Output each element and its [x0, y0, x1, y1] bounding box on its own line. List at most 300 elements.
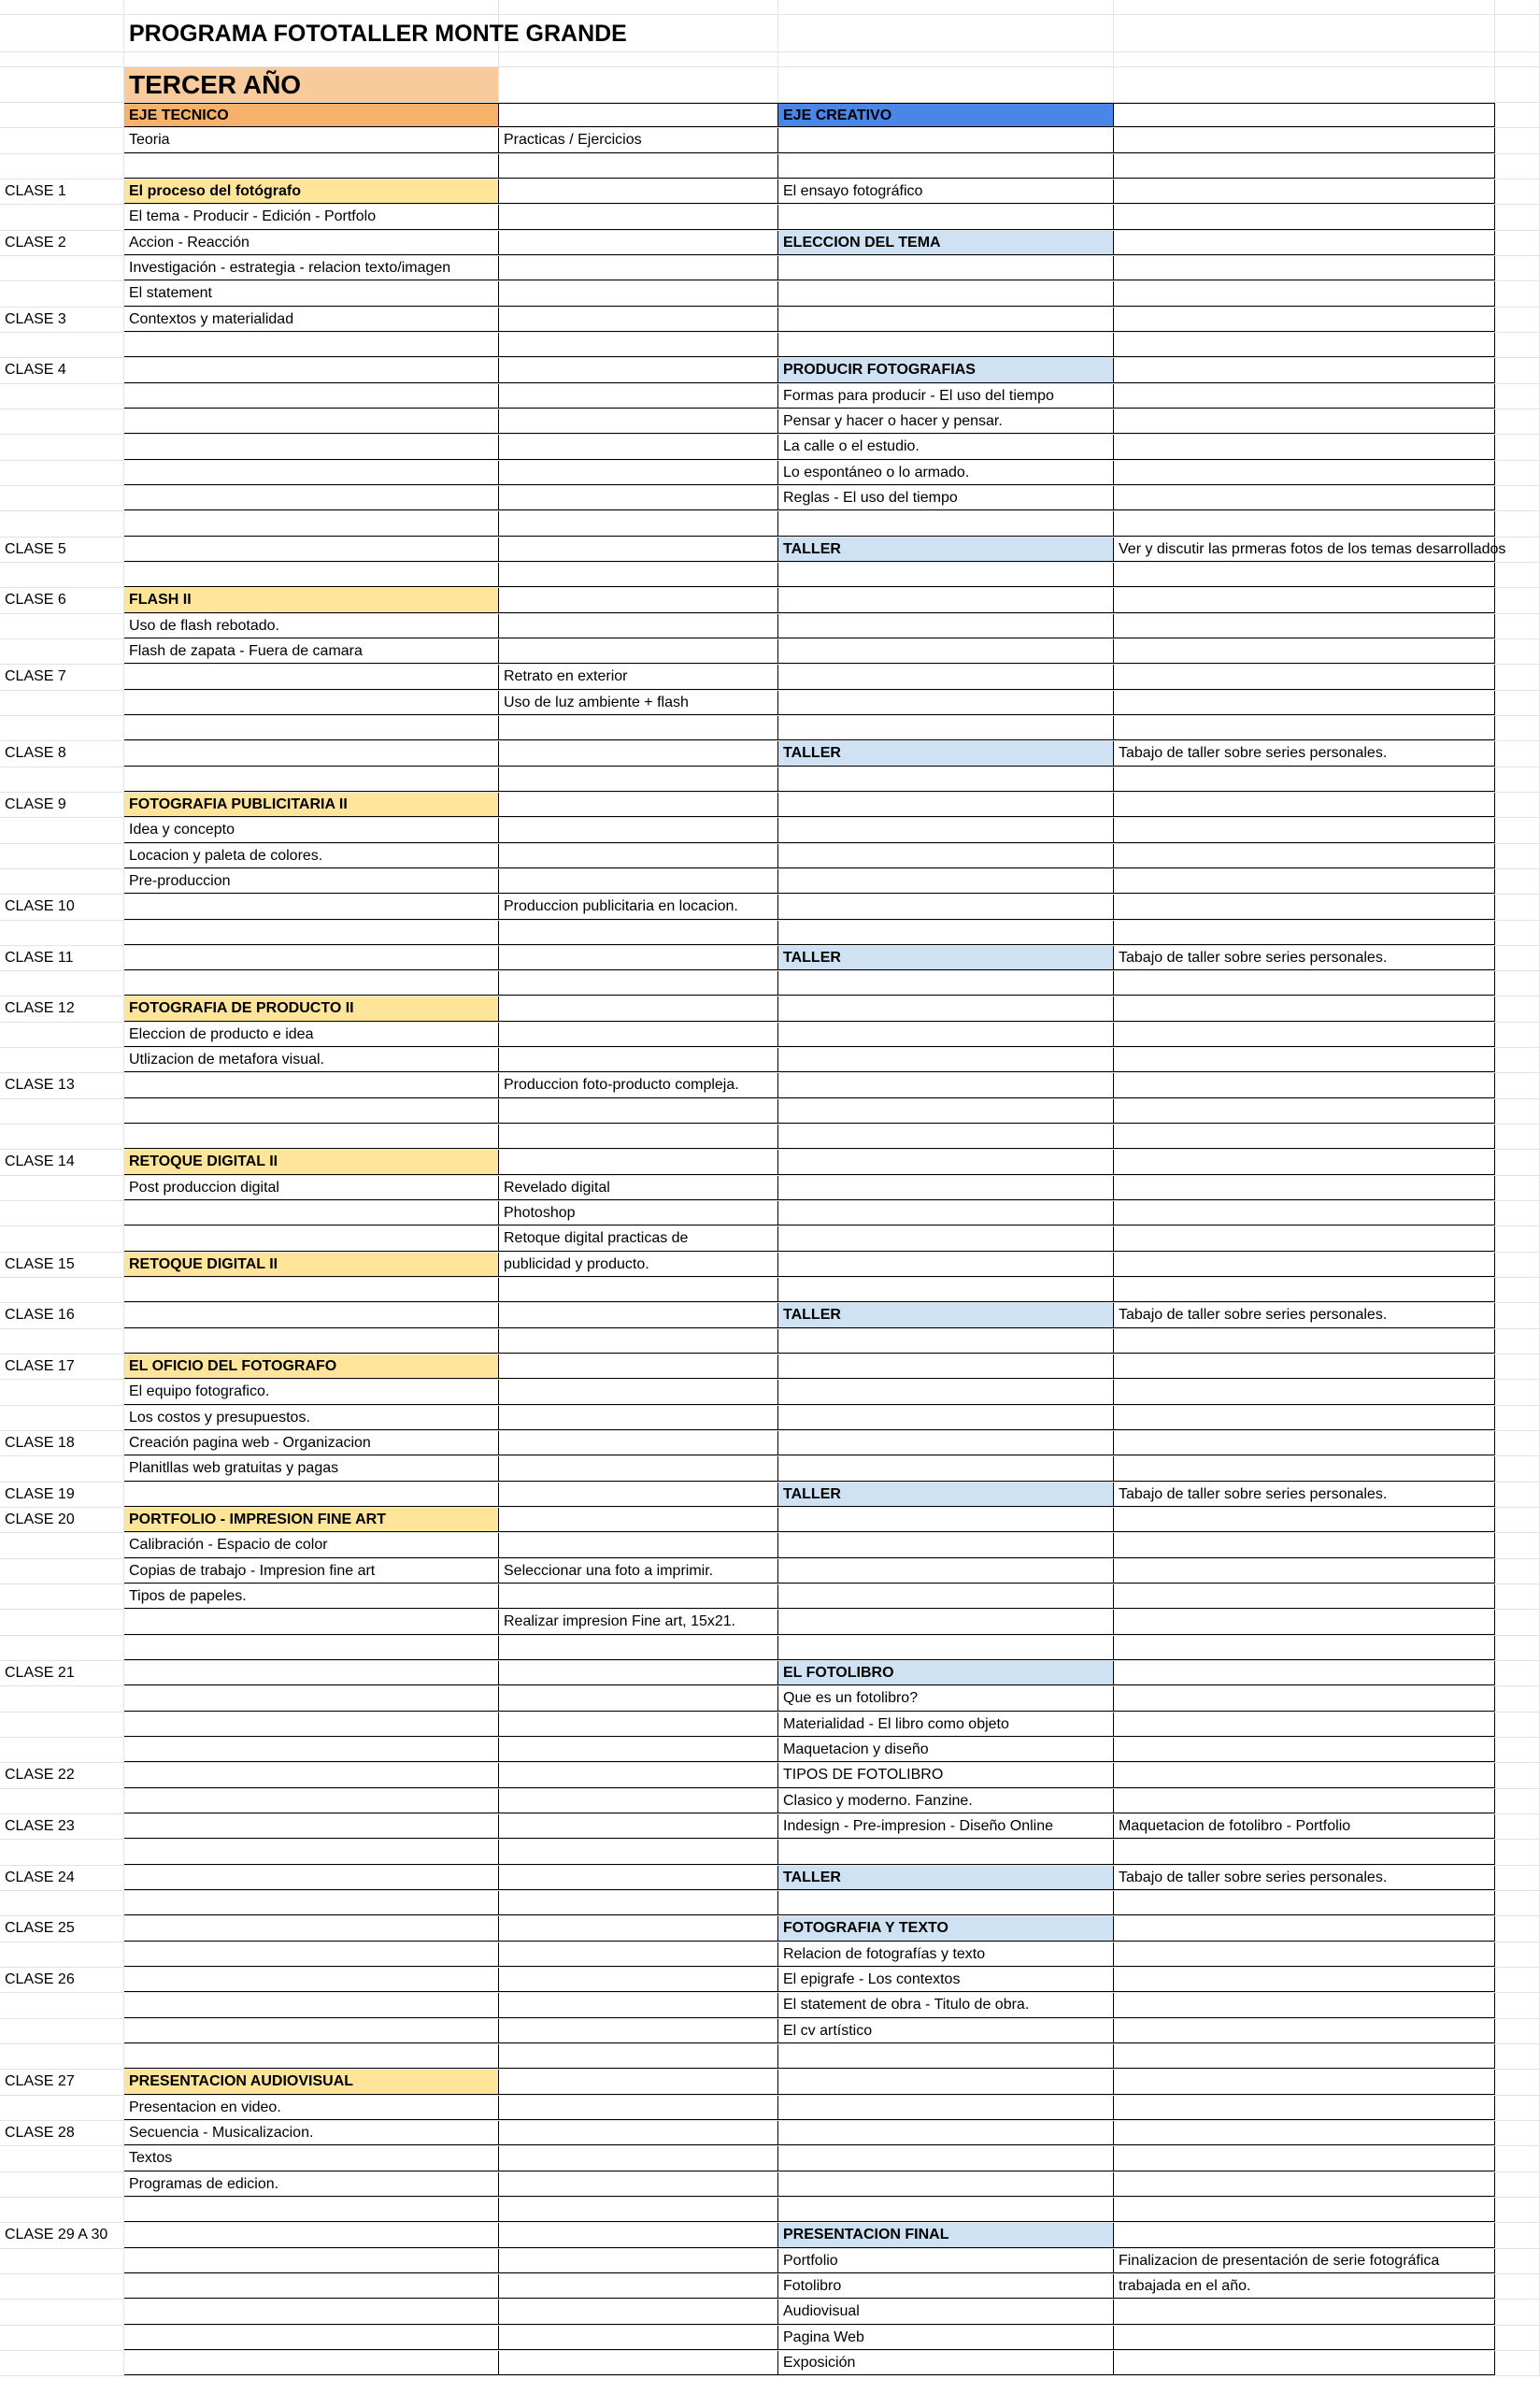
eje-creativo-cell[interactable] — [778, 1610, 1114, 1634]
teoria-cell[interactable]: Eleccion de producto e idea — [124, 1023, 499, 1047]
eje-creativo-cell[interactable] — [778, 1226, 1114, 1251]
eje-creativo-cell[interactable] — [778, 563, 1114, 587]
eje-creativo-cell[interactable] — [778, 2172, 1114, 2197]
practica-cell[interactable]: Revelado digital — [499, 1176, 778, 1200]
teoria-cell[interactable] — [124, 1099, 499, 1124]
practica-cell[interactable]: Realizar impresion Fine art, 15x21. — [499, 1610, 778, 1634]
practica-cell[interactable] — [499, 461, 778, 485]
class-label-cell[interactable] — [0, 1686, 124, 1711]
practica-cell[interactable] — [499, 1814, 778, 1839]
notes-cell[interactable] — [1114, 384, 1495, 408]
practica-cell[interactable] — [499, 2172, 778, 2197]
practica-cell[interactable] — [499, 2223, 778, 2247]
eje-creativo-cell[interactable] — [778, 1099, 1114, 1124]
eje-creativo-cell[interactable]: Formas para producir - El uso del tiempo — [778, 384, 1114, 408]
notes-cell[interactable] — [1114, 1584, 1495, 1609]
notes-cell[interactable] — [1114, 2121, 1495, 2145]
notes-cell[interactable] — [1114, 1508, 1495, 1532]
teoria-cell[interactable] — [124, 2300, 499, 2324]
teoria-cell[interactable]: Accion - Reacción — [124, 231, 499, 255]
notes-cell[interactable]: trabajada en el año. — [1114, 2274, 1495, 2299]
eje-creativo-cell[interactable] — [778, 2121, 1114, 2145]
eje-creativo-cell[interactable]: Pagina Web — [778, 2326, 1114, 2350]
notes-cell[interactable] — [1114, 1968, 1495, 1992]
notes-cell[interactable] — [1114, 1738, 1495, 1762]
practica-cell[interactable] — [499, 1661, 778, 1685]
practica-cell[interactable]: Retrato en exterior — [499, 665, 778, 689]
practica-cell[interactable] — [499, 971, 778, 996]
teoria-cell[interactable] — [124, 1303, 499, 1327]
practica-cell[interactable] — [499, 767, 778, 792]
notes-cell[interactable] — [1114, 2146, 1495, 2171]
class-label-cell[interactable]: CLASE 24 — [0, 1866, 124, 1890]
notes-cell[interactable] — [1114, 1686, 1495, 1711]
eje-creativo-cell[interactable]: Lo espontáneo o lo armado. — [778, 461, 1114, 485]
class-label-cell[interactable] — [0, 1533, 124, 1557]
notes-cell[interactable] — [1114, 1431, 1495, 1455]
practica-cell[interactable] — [499, 333, 778, 357]
notes-cell[interactable]: Tabajo de taller sobre series personales. — [1114, 741, 1495, 766]
class-label-cell[interactable] — [0, 921, 124, 945]
teoria-cell[interactable] — [124, 409, 499, 434]
teoria-cell[interactable] — [124, 741, 499, 766]
class-label-cell[interactable]: CLASE 28 — [0, 2121, 124, 2145]
practica-cell[interactable] — [499, 308, 778, 332]
class-label-cell[interactable] — [0, 1456, 124, 1481]
practica-cell[interactable] — [499, 1278, 778, 1302]
practica-cell[interactable] — [499, 2096, 778, 2120]
teoria-cell[interactable] — [124, 2274, 499, 2299]
class-label-cell[interactable]: CLASE 23 — [0, 1814, 124, 1839]
practica-cell[interactable] — [499, 435, 778, 459]
practica-cell[interactable] — [499, 1406, 778, 1430]
practica-cell[interactable] — [499, 1636, 778, 1660]
teoria-cell[interactable]: Copias de trabajo - Impresion fine art — [124, 1559, 499, 1583]
class-label-cell[interactable]: CLASE 9 — [0, 793, 124, 817]
teoria-cell[interactable]: El equipo fotografico. — [124, 1380, 499, 1404]
eje-creativo-cell[interactable] — [778, 2096, 1114, 2120]
teoria-cell[interactable] — [124, 461, 499, 485]
teoria-cell[interactable]: Contextos y materialidad — [124, 308, 499, 332]
practica-cell[interactable] — [499, 231, 778, 255]
eje-creativo-header[interactable]: EJE CREATIVO — [778, 103, 1114, 127]
eje-creativo-cell[interactable] — [778, 921, 1114, 945]
notes-cell[interactable] — [1114, 1073, 1495, 1097]
eje-creativo-cell[interactable] — [778, 2198, 1114, 2222]
notes-cell[interactable] — [1114, 2096, 1495, 2120]
notes-cell[interactable] — [1114, 1763, 1495, 1787]
class-label-cell[interactable] — [0, 1329, 124, 1354]
eje-creativo-cell[interactable] — [778, 1891, 1114, 1915]
notes-cell[interactable] — [1114, 2172, 1495, 2197]
eje-creativo-cell[interactable]: Pensar y hacer o hacer y pensar. — [778, 409, 1114, 434]
eje-creativo-cell[interactable] — [778, 1559, 1114, 1583]
notes-cell[interactable] — [1114, 154, 1495, 179]
class-label-cell[interactable]: CLASE 26 — [0, 1968, 124, 1992]
class-label-cell[interactable] — [0, 2249, 124, 2273]
notes-cell[interactable] — [1114, 895, 1495, 919]
eje-creativo-cell[interactable]: ELECCION DEL TEMA — [778, 231, 1114, 255]
notes-cell[interactable] — [1114, 2326, 1495, 2350]
practica-cell[interactable] — [499, 2121, 778, 2145]
practica-cell[interactable] — [499, 409, 778, 434]
eje-creativo-cell[interactable] — [778, 767, 1114, 792]
teoria-cell[interactable]: Locacion y paleta de colores. — [124, 844, 499, 868]
notes-cell[interactable] — [1114, 1354, 1495, 1379]
class-label-cell[interactable] — [0, 767, 124, 792]
notes-cell[interactable] — [1114, 511, 1495, 536]
eje-creativo-cell[interactable] — [778, 869, 1114, 894]
practica-cell[interactable] — [499, 281, 778, 306]
eje-creativo-cell[interactable]: Audiovisual — [778, 2300, 1114, 2324]
class-label-cell[interactable] — [0, 1380, 124, 1404]
practica-cell[interactable] — [499, 486, 778, 510]
practica-cell[interactable] — [499, 869, 778, 894]
notes-cell[interactable] — [1114, 1533, 1495, 1557]
notes-cell[interactable] — [1114, 1226, 1495, 1251]
notes-cell[interactable] — [1114, 844, 1495, 868]
practica-cell[interactable] — [499, 358, 778, 382]
practica-cell[interactable] — [499, 2070, 778, 2094]
eje-creativo-cell[interactable]: El epigrafe - Los contextos — [778, 1968, 1114, 1992]
class-label-cell[interactable] — [0, 205, 124, 229]
eje-creativo-cell[interactable]: TALLER — [778, 1303, 1114, 1327]
practica-cell[interactable] — [499, 1968, 778, 1992]
notes-cell[interactable] — [1114, 486, 1495, 510]
class-label-cell[interactable] — [0, 844, 124, 868]
class-label-cell[interactable]: CLASE 27 — [0, 2070, 124, 2094]
eje-creativo-cell[interactable] — [778, 2146, 1114, 2171]
practica-cell[interactable] — [499, 1738, 778, 1762]
teoria-cell[interactable] — [124, 537, 499, 562]
class-label-cell[interactable] — [0, 1789, 124, 1813]
practica-cell[interactable] — [499, 639, 778, 664]
notes-cell[interactable] — [1114, 2044, 1495, 2069]
class-label-cell[interactable]: CLASE 25 — [0, 1916, 124, 1941]
teoria-cell[interactable] — [124, 1073, 499, 1097]
practica-cell[interactable]: Photoshop — [499, 1201, 778, 1225]
teoria-cell[interactable] — [124, 946, 499, 970]
teoria-cell[interactable] — [124, 154, 499, 179]
eje-creativo-cell[interactable] — [778, 1125, 1114, 1149]
eje-creativo-cell[interactable]: Maquetacion y diseño — [778, 1738, 1114, 1762]
notes-cell[interactable] — [1114, 435, 1495, 459]
notes-cell[interactable] — [1114, 1891, 1495, 1915]
practica-cell[interactable] — [499, 1354, 778, 1379]
practica-cell[interactable] — [499, 2326, 778, 2350]
teoria-cell[interactable] — [124, 1483, 499, 1507]
teoria-cell[interactable] — [124, 1891, 499, 1915]
notes-cell[interactable] — [1114, 1125, 1495, 1149]
notes-cell[interactable] — [1114, 767, 1495, 792]
notes-cell[interactable] — [1114, 716, 1495, 740]
teoria-cell[interactable] — [124, 1201, 499, 1225]
notes-cell[interactable] — [1114, 1840, 1495, 1864]
practica-cell[interactable] — [499, 511, 778, 536]
eje-creativo-cell[interactable] — [778, 1636, 1114, 1660]
notes-cell[interactable] — [1114, 358, 1495, 382]
notes-cell[interactable] — [1114, 1176, 1495, 1200]
teoria-cell[interactable]: El tema - Producir - Edición - Portfolo — [124, 205, 499, 229]
eje-creativo-cell[interactable] — [778, 996, 1114, 1021]
eje-creativo-cell[interactable] — [778, 1023, 1114, 1047]
notes-cell[interactable] — [1114, 818, 1495, 842]
practica-cell[interactable] — [499, 996, 778, 1021]
class-label-cell[interactable] — [0, 154, 124, 179]
notes-cell[interactable]: Tabajo de taller sobre series personales. — [1114, 1483, 1495, 1507]
eje-creativo-cell[interactable]: TALLER — [778, 1866, 1114, 1890]
class-label-cell[interactable]: CLASE 18 — [0, 1431, 124, 1455]
practica-cell[interactable] — [499, 1150, 778, 1174]
class-label-cell[interactable] — [0, 818, 124, 842]
notes-cell[interactable] — [1114, 461, 1495, 485]
practica-cell[interactable] — [499, 1840, 778, 1864]
teoria-cell[interactable] — [124, 2044, 499, 2069]
class-label-cell[interactable] — [0, 1176, 124, 1200]
practica-cell[interactable] — [499, 1456, 778, 1481]
notes-cell[interactable]: Tabajo de taller sobre series personales. — [1114, 1866, 1495, 1890]
teoria-cell[interactable] — [124, 1125, 499, 1149]
class-label-cell[interactable] — [0, 2044, 124, 2069]
notes-cell[interactable] — [1114, 1023, 1495, 1047]
notes-cell[interactable] — [1114, 1916, 1495, 1941]
eje-creativo-cell[interactable]: Materialidad - El libro como objeto — [778, 1712, 1114, 1737]
practica-cell[interactable] — [499, 1584, 778, 1609]
practica-cell[interactable] — [499, 384, 778, 408]
teoria-cell[interactable] — [124, 1636, 499, 1660]
eje-creativo-cell[interactable] — [778, 844, 1114, 868]
practica-cell[interactable] — [499, 2300, 778, 2324]
class-label-cell[interactable] — [0, 461, 124, 485]
teoria-cell[interactable] — [124, 1738, 499, 1762]
teoria-cell[interactable]: Secuencia - Musicalizacion. — [124, 2121, 499, 2145]
eje-creativo-cell[interactable] — [778, 1329, 1114, 1354]
notes-cell[interactable] — [1114, 665, 1495, 689]
notes-cell[interactable] — [1114, 1201, 1495, 1225]
eje-creativo-cell[interactable]: Reglas - El uso del tiempo — [778, 486, 1114, 510]
notes-cell[interactable] — [1114, 1150, 1495, 1174]
eje-creativo-cell[interactable] — [778, 154, 1114, 179]
notes-cell[interactable] — [1114, 1329, 1495, 1354]
class-label-cell[interactable] — [0, 1201, 124, 1225]
eje-creativo-cell[interactable]: La calle o el estudio. — [778, 435, 1114, 459]
eje-creativo-cell[interactable] — [778, 691, 1114, 715]
notes-cell[interactable] — [1114, 256, 1495, 280]
teoria-cell[interactable] — [124, 2019, 499, 2043]
class-label-cell[interactable]: CLASE 10 — [0, 895, 124, 919]
practica-cell[interactable] — [499, 2351, 778, 2375]
teoria-cell[interactable] — [124, 1329, 499, 1354]
class-label-cell[interactable] — [0, 2351, 124, 2375]
class-label-cell[interactable] — [0, 1048, 124, 1072]
notes-cell[interactable]: Maquetacion de fotolibro - Portfolio — [1114, 1814, 1495, 1839]
eje-creativo-cell[interactable] — [778, 1278, 1114, 1302]
practica-cell[interactable] — [499, 1942, 778, 1967]
eje-creativo-cell[interactable] — [778, 1176, 1114, 1200]
teoria-cell[interactable]: EL OFICIO DEL FOTOGRAFO — [124, 1354, 499, 1379]
class-label-cell[interactable]: CLASE 29 A 30 — [0, 2223, 124, 2247]
class-label-cell[interactable] — [0, 1610, 124, 1634]
practica-cell[interactable] — [499, 256, 778, 280]
notes-cell[interactable] — [1114, 1406, 1495, 1430]
notes-cell[interactable] — [1114, 205, 1495, 229]
class-label-cell[interactable] — [0, 384, 124, 408]
eje-creativo-cell[interactable] — [778, 1508, 1114, 1532]
practica-cell[interactable] — [499, 1099, 778, 1124]
year-heading[interactable]: TERCER AÑO — [124, 67, 499, 102]
eje-creativo-cell[interactable]: TIPOS DE FOTOLIBRO — [778, 1763, 1114, 1787]
teoria-cell[interactable]: Tipos de papeles. — [124, 1584, 499, 1609]
eje-creativo-cell[interactable] — [778, 665, 1114, 689]
notes-cell[interactable] — [1114, 281, 1495, 306]
class-label-cell[interactable]: CLASE 11 — [0, 946, 124, 970]
teoria-cell[interactable] — [124, 333, 499, 357]
class-label-cell[interactable] — [0, 1584, 124, 1609]
class-label-cell[interactable] — [0, 869, 124, 894]
class-label-cell[interactable]: CLASE 7 — [0, 665, 124, 689]
eje-creativo-cell[interactable] — [778, 1201, 1114, 1225]
practica-cell[interactable] — [499, 1686, 778, 1711]
practica-cell[interactable] — [499, 1431, 778, 1455]
class-label-cell[interactable]: CLASE 5 — [0, 537, 124, 562]
practica-cell[interactable] — [499, 1303, 778, 1327]
class-label-cell[interactable] — [0, 614, 124, 638]
class-label-cell[interactable] — [0, 1738, 124, 1762]
notes-cell[interactable] — [1114, 2223, 1495, 2247]
class-label-cell[interactable]: CLASE 8 — [0, 741, 124, 766]
teoria-cell[interactable] — [124, 1968, 499, 1992]
teoria-cell[interactable]: Planitllas web gratuitas y pagas — [124, 1456, 499, 1481]
notes-cell[interactable] — [1114, 2351, 1495, 2375]
eje-creativo-cell[interactable] — [778, 818, 1114, 842]
eje-creativo-cell[interactable]: EL FOTOLIBRO — [778, 1661, 1114, 1685]
notes-cell[interactable] — [1114, 793, 1495, 817]
notes-cell[interactable] — [1114, 333, 1495, 357]
practica-cell[interactable] — [499, 537, 778, 562]
class-label-cell[interactable] — [0, 716, 124, 740]
class-label-cell[interactable] — [0, 2274, 124, 2299]
notes-cell[interactable]: Ver y discutir las prmeras fotos de los temas desarrollados — [1114, 537, 1495, 562]
eje-creativo-cell[interactable] — [778, 1380, 1114, 1404]
teoria-cell[interactable] — [124, 384, 499, 408]
notes-cell[interactable] — [1114, 563, 1495, 587]
eje-creativo-cell[interactable]: TALLER — [778, 1483, 1114, 1507]
practica-cell[interactable] — [499, 716, 778, 740]
eje-creativo-cell[interactable] — [778, 588, 1114, 612]
practicas-header[interactable]: Practicas / Ejercicios — [499, 128, 778, 152]
practica-cell[interactable] — [499, 1048, 778, 1072]
class-label-cell[interactable]: CLASE 1 — [0, 179, 124, 204]
eje-creativo-cell[interactable] — [778, 971, 1114, 996]
teoria-cell[interactable] — [124, 1840, 499, 1864]
teoria-cell[interactable] — [124, 971, 499, 996]
teoria-cell[interactable] — [124, 1789, 499, 1813]
eje-creativo-cell[interactable]: El statement de obra - Titulo de obra. — [778, 1993, 1114, 2017]
eje-creativo-cell[interactable] — [778, 639, 1114, 664]
class-label-cell[interactable] — [0, 1125, 124, 1149]
eje-creativo-cell[interactable] — [778, 1253, 1114, 1277]
eje-creativo-cell[interactable] — [778, 256, 1114, 280]
eje-creativo-cell[interactable] — [778, 1533, 1114, 1557]
practica-cell[interactable] — [499, 1993, 778, 2017]
teoria-cell[interactable] — [124, 767, 499, 792]
teoria-cell[interactable] — [124, 1814, 499, 1839]
notes-cell[interactable]: Finalizacion de presentación de serie fotográfica — [1114, 2249, 1495, 2273]
class-label-cell[interactable] — [0, 1099, 124, 1124]
notes-cell[interactable] — [1114, 2070, 1495, 2094]
notes-cell[interactable] — [1114, 1048, 1495, 1072]
practica-cell[interactable] — [499, 1508, 778, 1532]
practica-cell[interactable]: Produccion foto-producto compleja. — [499, 1073, 778, 1097]
class-label-cell[interactable] — [0, 691, 124, 715]
notes-cell[interactable]: Tabajo de taller sobre series personales. — [1114, 946, 1495, 970]
eje-creativo-cell[interactable]: TALLER — [778, 946, 1114, 970]
teoria-cell[interactable] — [124, 1278, 499, 1302]
practica-cell[interactable] — [499, 1329, 778, 1354]
eje-creativo-cell[interactable] — [778, 2070, 1114, 2094]
teoria-cell[interactable] — [124, 2223, 499, 2247]
class-label-cell[interactable]: CLASE 19 — [0, 1483, 124, 1507]
practica-cell[interactable] — [499, 741, 778, 766]
notes-cell[interactable] — [1114, 2300, 1495, 2324]
teoria-cell[interactable]: Utlizacion de metafora visual. — [124, 1048, 499, 1072]
eje-creativo-cell[interactable]: Relacion de fotografías y texto — [778, 1942, 1114, 1967]
class-label-cell[interactable] — [0, 2096, 124, 2120]
eje-tecnico-header[interactable]: EJE TECNICO — [124, 103, 499, 127]
class-label-cell[interactable] — [0, 2019, 124, 2043]
teoria-cell[interactable]: FOTOGRAFIA DE PRODUCTO II — [124, 996, 499, 1021]
practica-cell[interactable] — [499, 1712, 778, 1737]
teoria-cell[interactable]: Uso de flash rebotado. — [124, 614, 499, 638]
practica-cell[interactable] — [499, 1483, 778, 1507]
class-label-cell[interactable] — [0, 1559, 124, 1583]
class-label-cell[interactable]: CLASE 16 — [0, 1303, 124, 1327]
notes-cell[interactable] — [1114, 1636, 1495, 1660]
class-label-cell[interactable] — [0, 1636, 124, 1660]
practica-cell[interactable] — [499, 1533, 778, 1557]
notes-cell[interactable] — [1114, 1789, 1495, 1813]
notes-cell[interactable] — [1114, 588, 1495, 612]
eje-creativo-cell[interactable] — [778, 1840, 1114, 1864]
teoria-cell[interactable] — [124, 1866, 499, 1890]
class-label-cell[interactable] — [0, 2198, 124, 2222]
class-label-cell[interactable] — [0, 1942, 124, 1967]
class-label-cell[interactable] — [0, 435, 124, 459]
notes-cell[interactable] — [1114, 971, 1495, 996]
teoria-cell[interactable]: PRESENTACION AUDIOVISUAL — [124, 2070, 499, 2094]
eje-creativo-cell[interactable] — [778, 895, 1114, 919]
teoria-cell[interactable] — [124, 1226, 499, 1251]
teoria-cell[interactable]: RETOQUE DIGITAL II — [124, 1150, 499, 1174]
practica-cell[interactable] — [499, 1763, 778, 1787]
class-label-cell[interactable] — [0, 511, 124, 536]
practica-cell[interactable] — [499, 563, 778, 587]
notes-cell[interactable] — [1114, 1559, 1495, 1583]
teoria-cell[interactable]: Textos — [124, 2146, 499, 2171]
notes-cell[interactable] — [1114, 691, 1495, 715]
teoria-cell[interactable] — [124, 511, 499, 536]
class-label-cell[interactable]: CLASE 6 — [0, 588, 124, 612]
class-label-cell[interactable]: CLASE 17 — [0, 1354, 124, 1379]
practica-cell[interactable] — [499, 793, 778, 817]
class-label-cell[interactable] — [0, 1023, 124, 1047]
class-label-cell[interactable] — [0, 256, 124, 280]
class-label-cell[interactable]: CLASE 3 — [0, 308, 124, 332]
teoria-cell[interactable]: El proceso del fotógrafo — [124, 179, 499, 204]
teoria-cell[interactable]: El statement — [124, 281, 499, 306]
eje-creativo-cell[interactable]: Indesign - Pre-impresion - Diseño Online — [778, 1814, 1114, 1839]
eje-creativo-cell[interactable]: Exposición — [778, 2351, 1114, 2375]
